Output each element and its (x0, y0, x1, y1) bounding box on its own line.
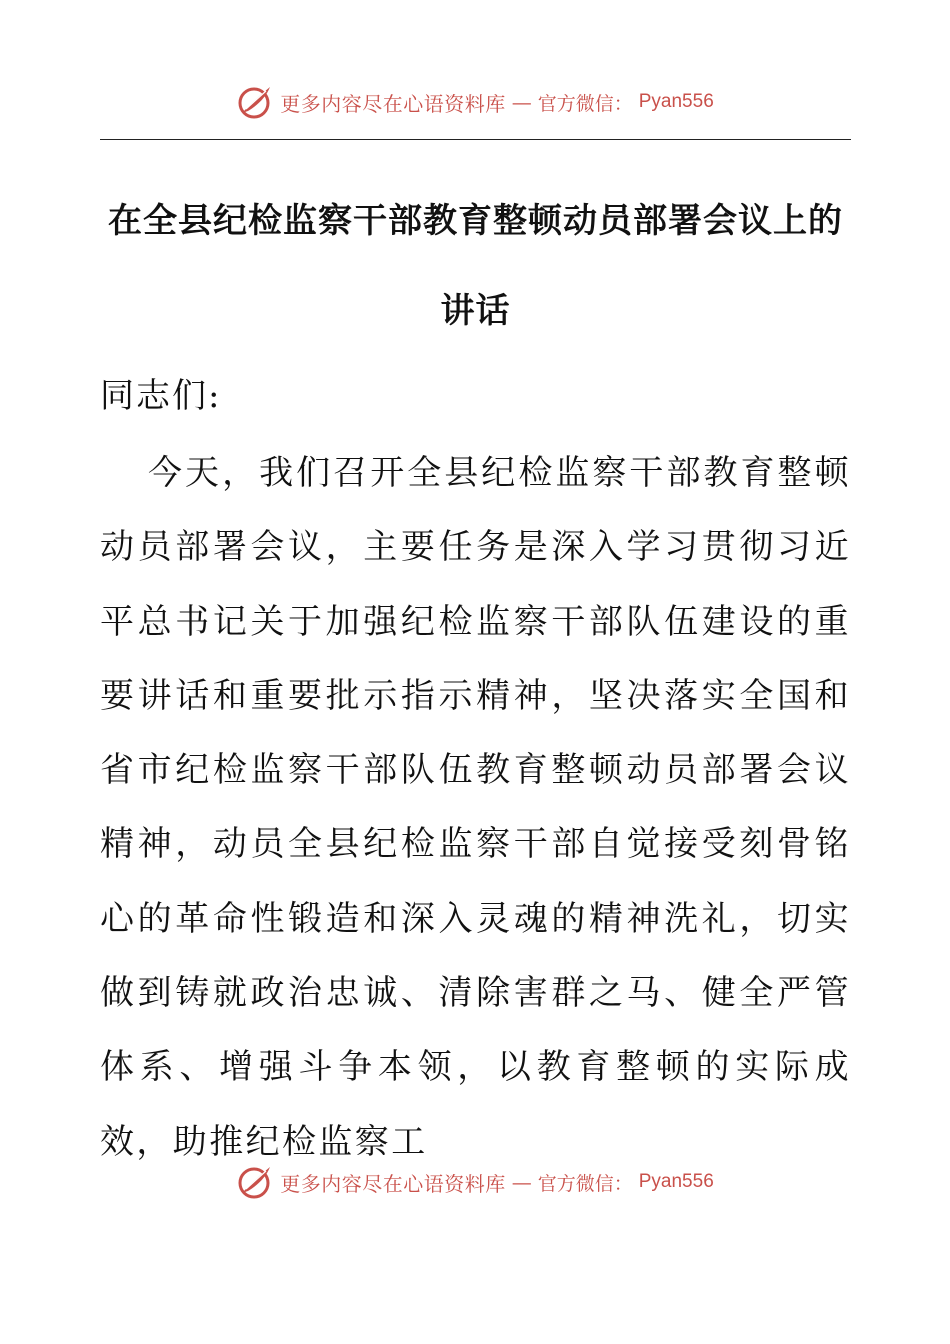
header-divider (100, 139, 851, 140)
banner-dash: — (511, 90, 532, 114)
footer-banner (0, 1162, 950, 1202)
banner-contact-label: 官方微信： (537, 1172, 633, 1195)
banner-brand-text: 更多内容尽在心语资料库 (280, 1171, 506, 1196)
banner-dash: — (511, 1170, 532, 1194)
banner-brand-text: 更多内容尽在心语资料库 (280, 91, 506, 116)
banner-contact-label: 官方微信： (537, 92, 633, 115)
document-title: 在全县纪检监察干部教育整顿动员部署会议上的讲话 (108, 201, 843, 331)
banner-wechat-id: Pyan556 (638, 1171, 714, 1192)
header-banner (0, 82, 950, 122)
body-paragraph: 今天，我们召开全县纪检监察干部教育整顿动员部署会议，主要任务是深入学习贯彻习近平总书记关于加强纪检监察干部队伍建设的重要讲话和重要批示指示精神，坚决落实全国和省市纪检监察干部队伍教育整顿动员部署会议精神，动员全县纪检监察干部自觉接受刻骨铭心的革命性锻造和深入灵魂的精神洗礼，切实做到铸就政治忠诚、清除害群之马、健全严管体系、增强斗争本领，以教育整顿的实际成效，助推纪检监察工 (100, 453, 851, 1162)
banner-wechat-id: Pyan556 (638, 91, 714, 112)
quill-logo-icon (236, 83, 274, 121)
quill-logo-icon (236, 1163, 274, 1201)
salutation: 同志们: (100, 376, 222, 416)
